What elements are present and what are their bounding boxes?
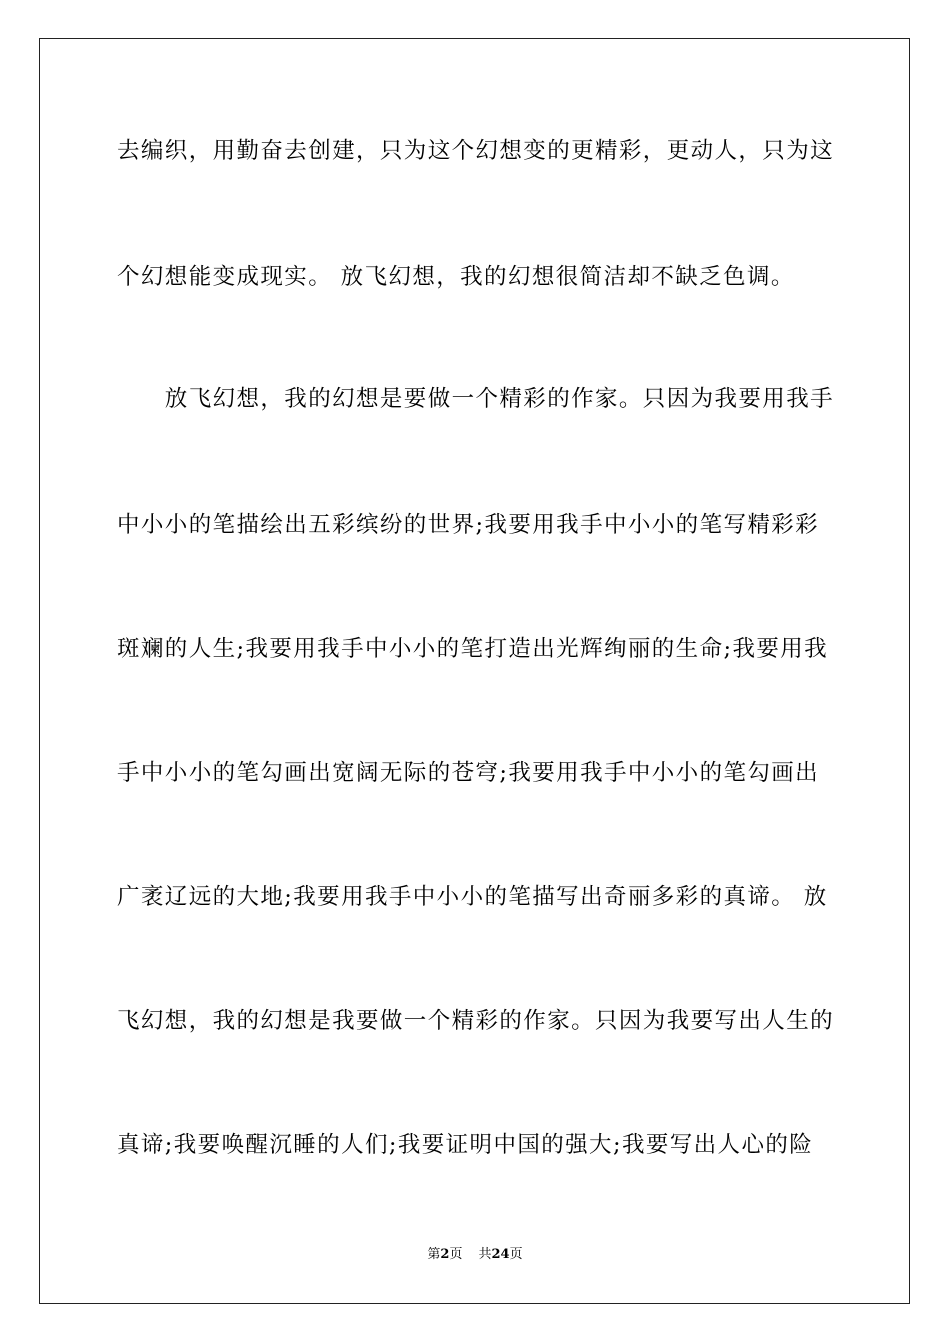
page-footer: [0, 1246, 950, 1264]
total-suffix: 页: [509, 1247, 523, 1262]
text-line: 去编织，用勤奋去创建，只为这个幻想变的更精彩，更动人，只为这: [117, 138, 835, 164]
text-line: 斑斓的人生;我要用我手中小小的笔打造出光辉绚丽的生命;我要用我: [117, 636, 829, 662]
page-border: [39, 38, 910, 1304]
text-line: 广袤辽远的大地;我要用我手中小小的笔描写出奇丽多彩的真谛。 放: [117, 884, 828, 910]
total-prefix: 共: [478, 1247, 492, 1262]
text-line: 放飞幻想，我的幻想是要做一个精彩的作家。只因为我要用我手: [117, 386, 835, 412]
page-prefix: 第: [427, 1247, 441, 1262]
page-label: [427, 1247, 462, 1262]
text-line: 真谛;我要唤醒沉睡的人们;我要证明中国的强大;我要写出人心的险: [117, 1132, 814, 1158]
page-suffix: 页: [449, 1247, 463, 1262]
total-pages-number: 24: [491, 1247, 510, 1262]
text-line: 飞幻想，我的幻想是我要做一个精彩的作家。只因为我要写出人生的: [117, 1008, 835, 1034]
text-line: 个幻想能变成现实。 放飞幻想，我的幻想很简洁却不缺乏色调。: [117, 264, 795, 290]
page-number: 2: [440, 1247, 450, 1262]
text-line: 手中小小的笔勾画出宽阔无际的苍穹;我要用我手中小小的笔勾画出: [117, 760, 820, 786]
total-pages-label: [478, 1247, 522, 1262]
text-line: 中小小的笔描绘出五彩缤纷的世界;我要用我手中小小的笔写精彩彩: [117, 512, 820, 538]
